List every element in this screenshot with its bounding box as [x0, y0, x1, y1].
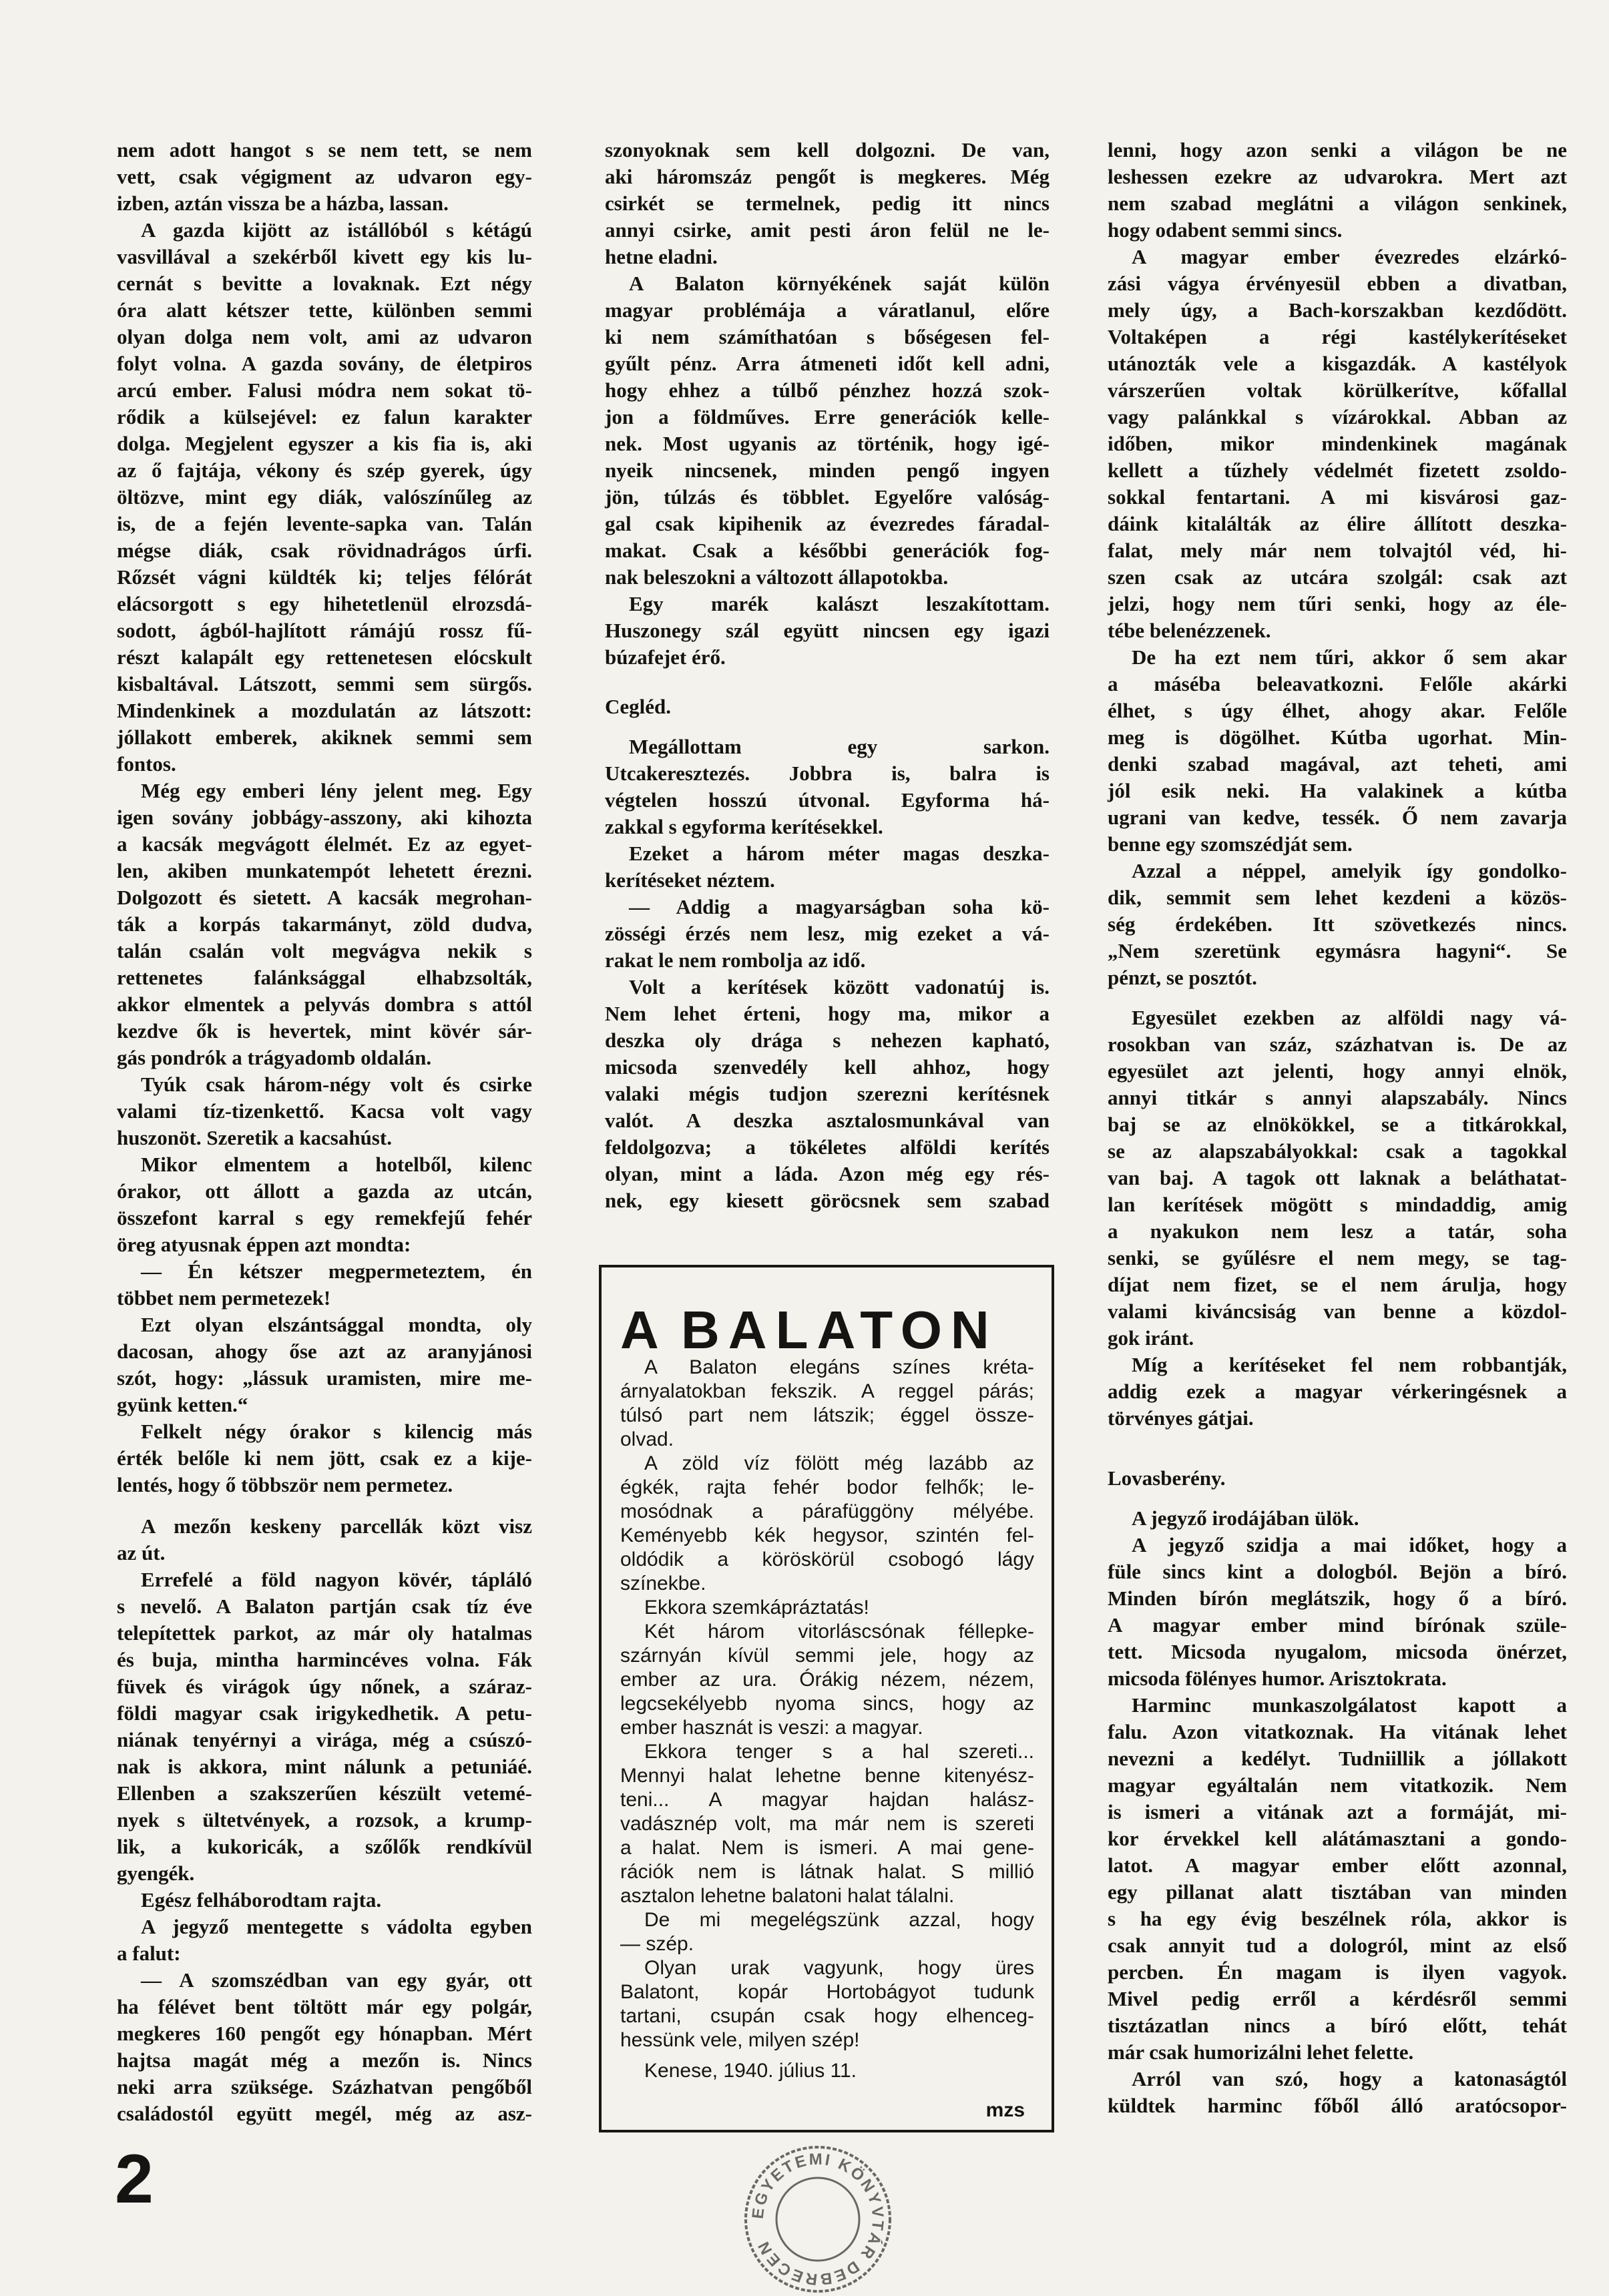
text-line: ség érdekében. Itt szövetkezés nincs.: [1108, 912, 1567, 936]
text-line: dolga. Megjelent egyszer a kis fia is, aki: [117, 432, 532, 455]
text-line: valami kiváncsiság van benne a közdol-: [1108, 1300, 1567, 1323]
text-line: micsoda szenvedély kell ahhoz, hogy: [605, 1055, 1050, 1079]
text-line: Huszonegy szál együtt nincsen egy igazi: [605, 619, 1050, 642]
paragraph: [117, 778, 532, 1071]
text-line: olvad.: [620, 1428, 674, 1450]
text-line: csirkét se termelnek, pedig itt nincs: [605, 192, 1050, 215]
text-line: hajtsa magát még a mezőn is. Nincs: [117, 2048, 532, 2072]
text-line: is, de a fején levente-sapka van. Talán: [117, 512, 532, 535]
text-line: füvek és virágok úgy nőnek, a száraz-: [117, 1675, 532, 1698]
text-line: A magyar ember mind bírónak szüle-: [1108, 1613, 1567, 1637]
text-line: ugrani van kedve, tessék. Ő nem zavarja: [1108, 806, 1567, 829]
text-line: gyünk ketten.“: [117, 1393, 248, 1416]
text-line: hessünk vele, milyen szép!: [620, 2029, 860, 2051]
paragraph: [117, 1914, 532, 1967]
text-line: Azzal a néppel, amelyik így gondolko-: [1132, 859, 1567, 882]
text-line: magyar egyáltalán nem vitatkozik. Nem: [1108, 1773, 1567, 1797]
text-line: nyeik nincsenek, minden pengő ingyen: [605, 459, 1050, 482]
text-line: aki háromszáz pengőt is megkeres. Még: [605, 165, 1050, 188]
text-line: megkeres 160 pengőt egy hónapban. Mért: [117, 2022, 532, 2045]
text-line: zakkal s egyforma kerítésekkel.: [605, 815, 883, 838]
text-line: nek, egy kiesett göröcsnek sem szabad: [605, 1189, 1050, 1212]
text-line: „Nem szeretünk egymásra hagyni“. Se: [1108, 939, 1567, 962]
text-line: lentés, hogy ő többször nem permetez.: [117, 1473, 453, 1496]
text-line: érték belőle ki nem jött, csak ez a kije-: [117, 1446, 532, 1470]
text-line: hetne eladni.: [605, 245, 718, 268]
text-line: A zöld víz fölött még lazább az: [644, 1452, 1034, 1474]
text-line: A jegyző szidja a mai időket, hogy a: [1132, 1533, 1567, 1556]
library-stamp-icon: [741, 2142, 895, 2296]
paragraph: [117, 1071, 532, 1151]
text-line: ki nem számíthatóan s bőségesen fel-: [605, 325, 1050, 348]
text-line: Megállottam egy sarkon.: [629, 735, 1050, 758]
text-line: Rőzsét vágni küldték ki; teljes félórát: [117, 565, 532, 589]
text-line: teni... A magyar hajdan halász-: [620, 1789, 1034, 1811]
box-body: [620, 1356, 1034, 2083]
text-line: Ezeket a három méter magas deszka-: [629, 842, 1050, 865]
text-line: ták a korpás takarmányt, zöld dudva,: [117, 912, 532, 936]
text-line: rődik a külsejével: ez falun karakter: [117, 405, 532, 428]
text-column-1: [117, 137, 532, 2127]
text-line: deszka oly drága s nehezen kapható,: [605, 1029, 1050, 1052]
text-line: családostól együtt megél, még az asz-: [117, 2102, 532, 2125]
text-line: tett. Micsoda nyugalom, micsoda önérzet,: [1108, 1640, 1567, 1663]
text-line: nak is akkora, mint nálunk a petuniáé.: [117, 1755, 532, 1778]
text-line: gyengék.: [117, 1861, 195, 1885]
paragraph: [117, 1566, 532, 1887]
box-paragraph: [620, 1908, 1034, 1956]
text-line: mégse diák, csak rövidnadrágos úrfi.: [117, 539, 532, 562]
text-line: annyi csirke, amit pesti áron felül ne le-: [605, 218, 1050, 242]
text-line: zösségi érzés nem lesz, mig ezeket a vá-: [605, 922, 1050, 945]
paragraph: [1108, 2066, 1567, 2119]
text-line: Harminc munkaszolgálatost kapott a: [1132, 1693, 1567, 1717]
text-line: gok iránt.: [1108, 1326, 1194, 1350]
text-line: izben, aztán vissza be a házba, lassan.: [117, 192, 449, 215]
text-line: jól esik neki. Ha valakinek a kútba: [1108, 779, 1567, 802]
text-line: fontos.: [117, 752, 176, 776]
text-line: s nevelő. A Balaton partján csak tíz éve: [117, 1595, 532, 1618]
text-line: valami tíz-tizenkettő. Kacsa volt vagy: [117, 1099, 532, 1123]
text-line: telepítettek parkot, az már oly hatalmas: [117, 1621, 532, 1645]
text-line: Egy marék kalászt leszakítottam.: [629, 592, 1050, 615]
text-line: asztalon lehetne balatoni halat tálalni.: [620, 1885, 955, 1907]
box-paragraph: [620, 1620, 1034, 1740]
text-line: olyan, mint a láda. Azon még egy rés-: [605, 1162, 1050, 1185]
text-line: nem szabad meglátni a világon senkinek,: [1108, 192, 1567, 215]
text-line: tisztázatlan nincs a bíró előtt, tehát: [1108, 2014, 1567, 2037]
paragraph: [605, 734, 1050, 840]
text-line: kor érvekkel kell alátámasztani a gondo-: [1108, 1827, 1567, 1850]
svg-text:EGYETEMI KÖNYVTÁR DEBRECEN: [749, 2150, 887, 2289]
paragraph: [605, 840, 1050, 894]
text-line: többet nem permetezek!: [117, 1286, 331, 1310]
text-line: színekbe.: [620, 1572, 706, 1595]
text-line: búzafejet érő.: [605, 645, 726, 669]
text-line: A Balaton környékének saját külön: [629, 272, 1050, 295]
text-line: órakor, ott állott a gazda az utcán,: [117, 1179, 532, 1203]
author-signature: mzs: [985, 2099, 1025, 2121]
text-line: összefont karral s egy remekfejű fehér: [117, 1206, 532, 1229]
paragraph: [117, 1967, 532, 2127]
text-line: törvényes gátjai.: [1108, 1406, 1254, 1430]
text-line: elácsorgott s egy hihetetlenül elrozsdá-: [117, 592, 532, 615]
text-line: várszerűen voltak körülkerítve, kőfallal: [1108, 378, 1567, 402]
text-line: vett, csak végigment az udvaron egy-: [117, 165, 532, 188]
text-line: a nyakukon nem lesz a tatár, soha: [1108, 1219, 1567, 1243]
text-line: dik, semmit sem lehet kezdeni a közös-: [1108, 886, 1567, 909]
text-line: Voltaképen a régi kastélykerítéseket: [1108, 325, 1567, 348]
text-column-2: [605, 137, 1050, 1214]
text-line: A Balaton elegáns színes kréta-: [644, 1356, 1034, 1378]
paragraph: [117, 137, 532, 217]
text-line: szen csak az utcára szolgál: csak azt: [1108, 565, 1567, 589]
text-line: Míg a kerítéseket fel nem robbantják,: [1132, 1353, 1567, 1376]
text-line: Ezt olyan elszántsággal mondta, oly: [141, 1313, 532, 1336]
text-line: pénzt, se posztót.: [1108, 966, 1257, 989]
text-line: — Én kétszer megpermeteztem, én: [141, 1259, 532, 1283]
text-line: a kacsák megvágott élelmét. Ez az egyet-: [117, 832, 532, 856]
text-line: égkék, rajta fehér bodor felhők; le-: [620, 1476, 1034, 1498]
box-paragraph: [620, 2059, 1034, 2083]
text-line: Felkelt négy órakor s kilencig más: [141, 1420, 532, 1443]
text-line: és buja, mintha harmincéves volna. Fák: [117, 1648, 532, 1671]
text-line: nak beleszokni a változott állapotokba.: [605, 565, 949, 589]
text-line: is ismeri a vitának azt a formáját, mi-: [1108, 1800, 1567, 1823]
text-line: füle sincs kint a dologból. Bejön a bíró.: [1108, 1560, 1567, 1583]
paragraph: [1108, 244, 1567, 644]
paragraph: [1108, 1352, 1567, 1432]
text-line: Keményebb kék hegysor, szintén fel-: [620, 1524, 1034, 1546]
text-line: Utcakeresztezés. Jobbra is, balra is: [605, 762, 1050, 785]
text-line: kerítéseket néztem.: [605, 868, 775, 892]
text-line: legcsekélyebb nyoma sincs, hogy az: [620, 1693, 1034, 1715]
text-line: kellett a tűzhely védelmét fizetett zsoldo-: [1108, 459, 1567, 482]
text-line: A mezőn keskeny parcellák közt visz: [141, 1514, 532, 1538]
text-line: jelzi, hogy nem tűri senki, hogy az éle-: [1108, 592, 1567, 615]
text-line: utánozták vele a kisgazdák. A kastélyok: [1108, 352, 1567, 375]
section-heading: Cegléd.: [605, 695, 672, 718]
text-line: gal csak kipihenik az évezredes fáradal-: [605, 512, 1050, 535]
text-line: vagy palánkkal s vízárokkal. Abban az: [1108, 405, 1567, 428]
text-line: dáink kitalálták az élire állított deszka-: [1108, 512, 1567, 535]
text-line: feldolgozva; a tökéletes alföldi kerítés: [605, 1135, 1050, 1159]
text-line: arcú ember. Falusi módra nem sokat tö-: [117, 378, 532, 402]
text-line: Egész felháborodtam rajta.: [141, 1888, 382, 1912]
text-line: nem adott hangot s se nem tett, se nem: [117, 138, 532, 162]
text-line: huszonöt. Szeretik a kacsahúst.: [117, 1126, 392, 1149]
text-line: van baj. A tagok ott laknak a beláthatat-: [1108, 1166, 1567, 1189]
text-line: rációk nem is látnak halat. S millió: [620, 1861, 1034, 1883]
text-line: Nem lehet érteni, hogy ma, mikor a: [605, 1002, 1050, 1025]
text-line: jon a földműves. Erre generációk kelle-: [605, 405, 1050, 428]
text-line: valaki mégis tudjon szerezni kerítésnek: [605, 1082, 1050, 1105]
text-line: rakat le nem rombolja az idő.: [605, 948, 866, 972]
paragraph: [117, 217, 532, 778]
text-line: sokkal fentartani. A mi kisvárosi gaz-: [1108, 485, 1567, 509]
text-line: akkor elmentek a pelyvás dombra s attól: [117, 992, 532, 1016]
text-line: jön, túlzás és többlet. Egyelőre valóság-: [605, 485, 1050, 509]
text-line: valót. A deszka asztalosmunkával van: [605, 1109, 1050, 1132]
text-line: időben, mikor mindenkinek magának: [1108, 432, 1567, 455]
paragraph: [117, 1312, 532, 1418]
box-paragraph: [620, 1452, 1034, 1596]
text-line: denki szabad magával, azt teheti, ami: [1108, 752, 1567, 776]
text-line: mosódnak a párafüggöny mélyébe.: [620, 1500, 1034, 1522]
paragraph: [1108, 1505, 1567, 1532]
text-line: dacosan, ahogy őse azt az aranyjánosi: [117, 1340, 532, 1363]
text-line: — A szomszédban van egy gyár, ott: [141, 1968, 532, 1992]
text-line: szárnyán kívül semmi jele, hogy az: [620, 1645, 1034, 1667]
paragraph: [117, 1418, 532, 1498]
paragraph: [605, 137, 1050, 270]
text-line: Ekkora szemkápráztatás!: [644, 1597, 869, 1619]
text-line: Minden bírón meglátszik, hogy ő a bíró.: [1108, 1587, 1567, 1610]
text-line: nyek s ültetvények, a rozsok, a krump-: [117, 1808, 532, 1831]
text-line: Tyúk csak három-négy volt és csirke: [141, 1073, 532, 1096]
paragraph: [117, 1258, 532, 1312]
text-line: igen sovány jobbágy-asszony, aki kihozta: [117, 806, 532, 829]
text-line: latot. A magyar ember előtt azonnal,: [1108, 1853, 1567, 1877]
text-line: öltözve, mint egy diák, valószínűleg az: [117, 485, 532, 509]
text-line: élhet, s úgy élhet, ahogy akar. Felőle: [1108, 699, 1567, 722]
text-line: Még egy emberi lény jelent meg. Egy: [141, 779, 532, 802]
text-line: De mi megelégszünk azzal, hogy: [644, 1909, 1034, 1931]
text-line: folyt volna. A gazda sovány, de életpiros: [117, 352, 532, 375]
text-line: tartani, csupán csak hogy elhenceg-: [620, 2005, 1034, 2027]
text-line: Ekkora tenger s a hal szereti...: [644, 1741, 1034, 1763]
text-line: Egyesület ezekben az alföldi nagy vá-: [1132, 1006, 1567, 1029]
text-line: len, akiben munkatempót lehetett érezni.: [117, 859, 532, 882]
text-line: ember hasznát is veszi: a magyar.: [620, 1717, 923, 1739]
text-line: — szép.: [620, 1933, 694, 1955]
text-line: senki, se gyűlésre el nem megy, se tag-: [1108, 1246, 1567, 1269]
text-line: szót, hogy: „lássuk uramisten, mire me-: [117, 1366, 532, 1390]
text-line: s ha egy évig beszélnek róla, akkor is: [1108, 1907, 1567, 1930]
text-line: rosokban van száz, százhatvan is. De az: [1108, 1033, 1567, 1056]
text-line: egyesület azt jelenti, hogy annyi elnök,: [1108, 1059, 1567, 1083]
text-line: rettenetes falánksággal elhabzsolták,: [117, 966, 532, 989]
paragraph: [117, 1887, 532, 1914]
text-line: öreg atyusnak éppen azt mondta:: [117, 1233, 411, 1256]
paragraph: [605, 974, 1050, 1214]
text-line: Dolgozott és sietett. A kacsák megrohan-: [117, 886, 532, 909]
text-line: küldtek harminc főből álló aratócsopor-: [1108, 2094, 1567, 2117]
text-line: micsoda fölényes humor. Arisztokrata.: [1108, 1667, 1447, 1690]
text-line: részt kalapált egy rettenetesen elócskult: [117, 645, 532, 669]
text-line: mely úgy, a Bach-korszakban kezdődött.: [1108, 298, 1567, 322]
text-line: árnyalatokban fekszik. A reggel párás;: [620, 1380, 1034, 1402]
text-line: meg is dögölhet. Kútba ugorhat. Min-: [1108, 726, 1567, 749]
text-line: csak annyit tud a dologról, mint az első: [1108, 1934, 1567, 1957]
text-line: ha félévet bent töltött már egy polgár,: [117, 1995, 532, 2018]
box-paragraph: [620, 1740, 1034, 1908]
text-line: Olyan urak vagyunk, hogy üres: [644, 1957, 1034, 1979]
text-line: sodott, ágból-hajlított rámájú rossz fű-: [117, 619, 532, 642]
text-line: földi magyar csak irigykedhetik. A petu-: [117, 1701, 532, 1725]
text-line: hogy odabent semmi sincs.: [1108, 218, 1343, 242]
text-line: cernát s bevitte a lovaknak. Ezt négy: [117, 272, 532, 295]
text-line: falat, mely már nem tolvajtól véd, hi-: [1108, 539, 1567, 562]
paragraph: [1108, 1692, 1567, 2066]
text-line: percben. Én magam is ilyen vagyok.: [1108, 1960, 1567, 1984]
text-line: lik, a kukoricák, a szőlők rendkívül: [117, 1835, 532, 1858]
text-line: Két három vitorláscsónak féllepke-: [644, 1621, 1034, 1643]
text-line: benne egy szomszédját sem.: [1108, 832, 1353, 856]
text-line: nek. Most ugyanis az történik, hogy igé-: [605, 432, 1050, 455]
box-paragraph: [620, 1596, 1034, 1620]
text-line: kezdve ők is hevertek, mint kövér sár-: [117, 1019, 532, 1043]
text-line: hogy ehhez a túlbő pénzhez hozzá szok-: [605, 378, 1050, 402]
text-line: egy pillanat alatt tisztában van minden: [1108, 1880, 1567, 1904]
text-line: Arról van szó, hogy a katonaságtól: [1132, 2067, 1567, 2090]
text-line: Mikor elmentem a hotelből, kilenc: [141, 1153, 532, 1176]
text-line: olyan dolga nem volt, ami az udvaron: [117, 325, 532, 348]
paragraph: [1108, 858, 1567, 991]
text-line: az út.: [117, 1541, 166, 1564]
text-line: Mindenkinek a mozdulatán az látszott:: [117, 699, 532, 722]
text-line: niának tenyérnyi a virága, még a csúszó-: [117, 1728, 532, 1751]
page-number: 2: [115, 2140, 154, 2218]
paragraph: [605, 591, 1050, 671]
text-line: a falut:: [117, 1942, 181, 1965]
text-line: A magyar ember évezredes elzárkó-: [1132, 245, 1567, 268]
text-line: szonyoknak sem kell dolgozni. De van,: [605, 138, 1050, 162]
text-line: makat. Csak a későbbi generációk fog-: [605, 539, 1050, 562]
text-line: már csak humorizálni lehet felette.: [1108, 2040, 1414, 2064]
text-line: A gazda kijött az istállóból s kétágú: [141, 218, 532, 242]
text-line: addig ezek a magyar vérkeringésnek a: [1108, 1380, 1567, 1403]
text-line: falu. Azon vitatkoznak. Ha vitának lehet: [1108, 1720, 1567, 1743]
box-paragraph: [620, 1956, 1034, 2052]
text-line: óra alatt kétszer tette, különben semmi: [117, 298, 532, 322]
text-line: gyűlt pénz. Arra átmeneti időt kell adni,: [605, 352, 1050, 375]
text-line: Ellenben a szakszerűen készült vetemé-: [117, 1781, 532, 1805]
text-line: lenni, hogy azon senki a világon be ne: [1108, 138, 1567, 162]
text-line: De ha ezt nem tűri, akkor ő sem akar: [1132, 645, 1567, 669]
text-line: neki arra szüksége. Százhatvan pengőből: [117, 2075, 532, 2098]
text-line: gás pondrók a trágyadomb oldalán.: [117, 1046, 432, 1069]
text-line: túlsó part nem látszik; éggel össze-: [620, 1404, 1034, 1426]
text-line: talán csalán volt megvágva nekik s: [117, 939, 532, 962]
paragraph: [605, 894, 1050, 974]
text-line: vadásznép volt, ma már nem is szereti: [620, 1813, 1034, 1835]
paragraph: [117, 1151, 532, 1258]
text-line: lan kerítések mögött s mindaddig, amig: [1108, 1193, 1567, 1216]
box-paragraph: [620, 1356, 1034, 1452]
paragraph: [605, 270, 1050, 591]
text-line: A jegyző irodájában ülök.: [1132, 1506, 1359, 1530]
paragraph: [1108, 1005, 1567, 1352]
text-line: annyi titkár s annyi alapszabály. Nincs: [1108, 1086, 1567, 1109]
text-line: leshessen ezekre az udvarokra. Mert azt: [1108, 165, 1567, 188]
stamp-text: EGYETEMI KÖNYVTÁR DEBRECEN: [748, 2150, 887, 2289]
text-line: zási vágya érvényesül ebben a divatban,: [1108, 272, 1567, 295]
text-line: — Addig a magyarságban soha kö-: [629, 895, 1050, 918]
text-line: vasvillával a szekérből kivett egy kis lu-: [117, 245, 532, 268]
text-line: oldódik a köröskörül csobogó lágy: [620, 1548, 1034, 1570]
text-line: magyar problémája a váratlanul, előre: [605, 298, 1050, 322]
paragraph: [1108, 1532, 1567, 1692]
text-column-3: [1108, 137, 1567, 2119]
text-line: Kenese, 1940. július 11.: [644, 2060, 857, 2082]
balaton-sidebar-box: [599, 1265, 1054, 2132]
paragraph: [1108, 644, 1567, 858]
text-line: Mivel pedig erről a kérdésről semmi: [1108, 1987, 1567, 2010]
text-line: az ő fajtája, vékony és szép gyerek, úgy: [117, 459, 532, 482]
text-line: ember az ura. Órákig nézem, nézem,: [620, 1669, 1034, 1691]
text-line: Mennyi halat lehetne benne kitenyész-: [620, 1765, 1034, 1787]
text-line: A jegyző mentegette s vádolta egyben: [141, 1915, 532, 1938]
text-line: Volt a kerítések között vadonatúj is.: [629, 975, 1050, 998]
text-line: a halat. Nem is ismeri. A mai gene-: [620, 1837, 1034, 1859]
text-line: végtelen hosszú útvonal. Egyforma há-: [605, 788, 1050, 812]
text-line: díjat nem fizet, se el nem árulja, hogy: [1108, 1273, 1567, 1296]
text-line: tébe belenézzenek.: [1108, 619, 1271, 642]
text-line: a máséba beleavatkozni. Felőle akárki: [1108, 672, 1567, 695]
text-line: Balatont, kopár Hortobágyot tudunk: [620, 1981, 1034, 2003]
text-line: kisbaltával. Látszott, semmi sem sürgős.: [117, 672, 532, 695]
text-line: baj se az elnökökkel, se a titkárokkal,: [1108, 1113, 1567, 1136]
box-title: A BALATON: [620, 1301, 998, 1360]
text-line: se az alapszabályokkal: csak a tagokkal: [1108, 1139, 1567, 1163]
text-line: jóllakott emberek, akiknek semmi sem: [117, 726, 532, 749]
paragraph: [117, 1513, 532, 1566]
text-line: Errefelé a föld nagyon kövér, tápláló: [141, 1568, 532, 1591]
section-heading: Lovasberény.: [1108, 1466, 1226, 1490]
text-line: nevezni a kedélyt. Tudniillik a jóllakott: [1108, 1747, 1567, 1770]
paragraph: [1108, 137, 1567, 244]
